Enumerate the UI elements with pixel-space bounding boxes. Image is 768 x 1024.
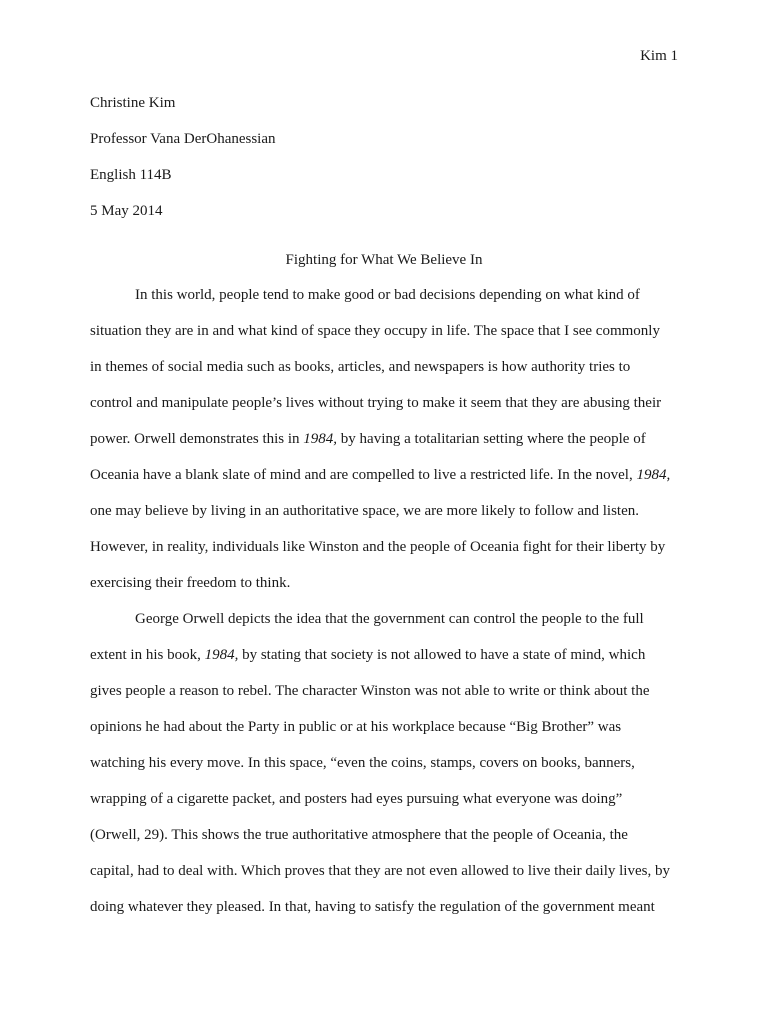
book-title-italic: 1984,: [204, 647, 239, 663]
author-name: Christine Kim: [90, 95, 176, 111]
paragraph-line: in themes of social media such as books, articles, and newspapers is how authority tries to: [90, 359, 631, 375]
paragraph-1: [90, 285, 678, 609]
paragraph-line: capital, had to deal with. Which proves that they are not even allowed to live their daily lives, by: [90, 863, 670, 879]
paragraph-line: George Orwell depicts the idea that the government can control the people to the full: [135, 611, 644, 627]
paragraph-line: watching his every move. In this space, “even the coins, stamps, covers on books, banners,: [90, 755, 635, 771]
paragraph-2: [90, 609, 678, 933]
text-segment: power. Orwell demonstrates this in: [90, 431, 304, 447]
date: 5 May 2014: [90, 203, 163, 219]
book-title-italic: 1984,: [636, 467, 671, 483]
paragraph-line: wrapping of a cigarette packet, and posters had eyes pursuing what everyone was doing”: [90, 791, 623, 807]
book-title-italic: 1984,: [303, 431, 338, 447]
running-head: Kim 1: [640, 48, 678, 64]
paragraph-line: situation they are in and what kind of space they occupy in life. The space that I see commonly: [90, 323, 660, 339]
paragraph-line: opinions he had about the Party in public or at his workplace because “Big Brother” was: [90, 719, 622, 735]
paragraph-line: [90, 645, 678, 681]
paragraph-line: gives people a reason to rebel. The character Winston was not able to write or think about the: [90, 683, 650, 699]
text-segment: by stating that society is not allowed to have a state of mind, which: [238, 647, 646, 663]
course-name: English 114B: [90, 167, 172, 183]
text-segment: Oceania have a blank slate of mind and are compelled to live a restricted life. In the novel,: [90, 467, 637, 483]
text-segment: by having a totalitarian setting where the people of: [337, 431, 646, 447]
essay-body: [90, 285, 678, 933]
heading-block: [90, 93, 678, 237]
paragraph-line: In this world, people tend to make good or bad decisions depending on what kind of: [135, 287, 640, 303]
paragraph-line: [90, 429, 678, 465]
paragraph-line: [90, 465, 678, 501]
text-segment: extent in his book,: [90, 647, 205, 663]
paragraph-line: exercising their freedom to think.: [90, 575, 291, 591]
paragraph-line: doing whatever they pleased. In that, having to satisfy the regulation of the government meant: [90, 899, 655, 915]
paragraph-line: control and manipulate people’s lives without trying to make it seem that they are abusing their: [90, 395, 662, 411]
essay-title: Fighting for What We Believe In: [285, 252, 483, 268]
paragraph-line: one may believe by living in an authoritative space, we are more likely to follow and listen.: [90, 503, 640, 519]
paragraph-line: However, in reality, individuals like Winston and the people of Oceania fight for their liberty by: [90, 539, 666, 555]
professor-name: Professor Vana DerOhanessian: [90, 131, 276, 147]
paragraph-line: (Orwell, 29). This shows the true authoritative atmosphere that the people of Oceania, the: [90, 827, 628, 843]
